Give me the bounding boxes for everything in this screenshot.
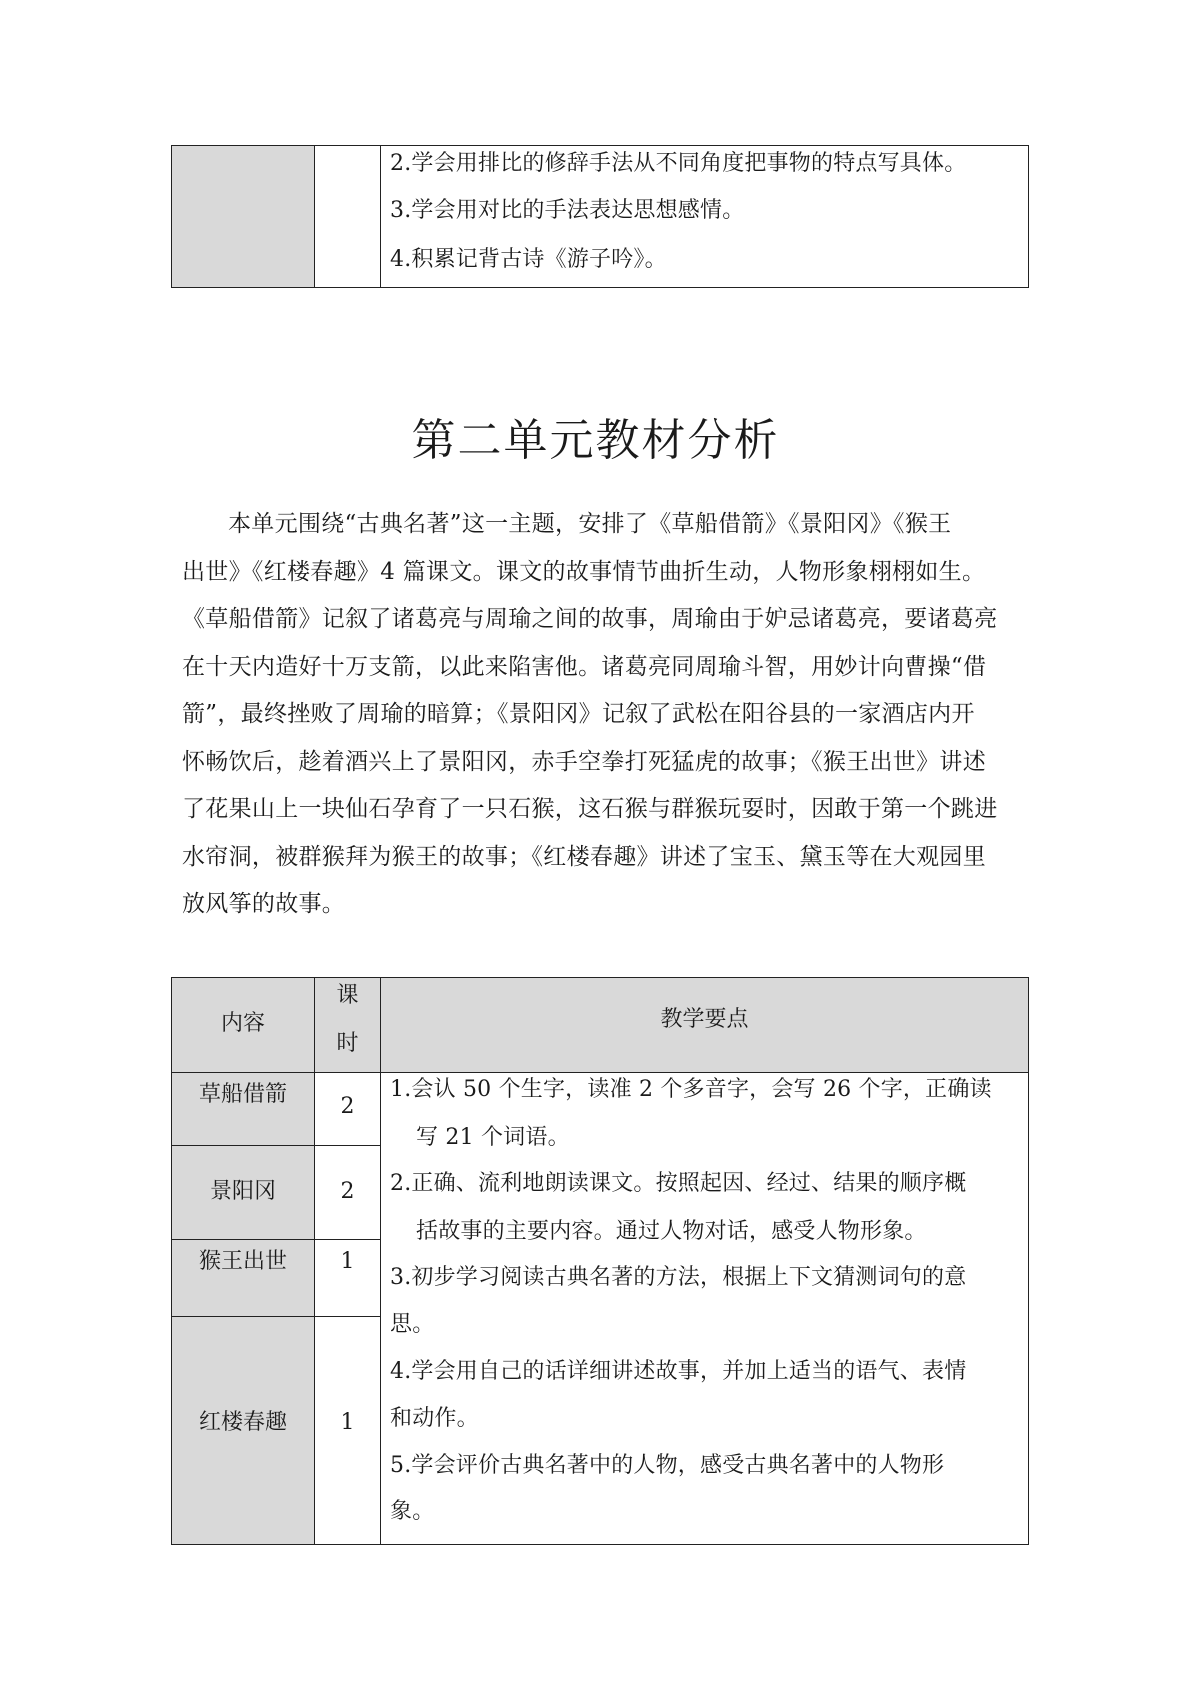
row-name: 红楼春趣 [198,1410,287,1435]
point-line: 思。 [390,1312,435,1337]
row-name: 猴王出世 [198,1249,287,1274]
paragraph-line: 出世》《红楼春趣》4 篇课文。课文的故事情节曲折生动，人物形象栩栩如生。 [182,559,986,585]
row-name-cell [171,1239,315,1317]
row-name-cell [171,1145,315,1240]
row-hours: 1 [340,1410,355,1435]
row-hours-cell [314,1239,381,1317]
paragraph-line: 放风筝的故事。 [182,891,346,917]
point-line: 写 21 个词语。 [416,1125,570,1150]
row-name-cell [171,1072,315,1146]
row-name: 景阳冈 [209,1179,276,1204]
point-line: 5.学会评价古典名著中的人物，感受古典名著中的人物形 [390,1453,945,1478]
paragraph-line: 怀畅饮后，趁着酒兴上了景阳冈，赤手空拳打死猛虎的故事；《猴王出世》讲述 [182,749,986,775]
header-hours-cell [314,977,381,1073]
point-line: 括故事的主要内容。通过人物对话，感受人物形象。 [416,1219,927,1244]
paragraph-line: 在十天内造好十万支箭，以此来陷害他。诸葛亮同周瑜斗智，用妙计向曹操“借 [182,654,987,680]
paragraph-line: 箭”，最终挫败了周瑜的暗算；《景阳冈》记叙了武松在阳谷县的一家酒店内开 [182,701,975,727]
paragraph-line: 水帘洞，被群猴拜为猴王的故事；《红楼春趣》讲述了宝玉、黛玉等在大观园里 [182,844,986,870]
top-table-empty-content-cell [171,145,315,288]
top-table-point-3: 3.学会用对比的手法表达思想感情。 [390,198,745,223]
header-content-label: 内容 [220,1011,265,1036]
point-line: 3.初步学习阅读古典名著的方法，根据上下文猜测词句的意 [390,1265,967,1290]
header-points-cell [380,977,1029,1073]
paragraph-line: 了花果山上一块仙石孕育了一只石猴，这石猴与群猴玩耍时，因敢于第一个跳进 [182,796,998,822]
top-table-empty-hours-cell [314,145,381,288]
row-name-cell [171,1316,315,1545]
header-points-label: 教学要点 [660,1007,749,1032]
paragraph-line: 《草船借箭》记叙了诸葛亮与周瑜之间的故事，周瑜由于妒忌诸葛亮，要诸葛亮 [182,606,998,632]
top-table-point-2: 2.学会用排比的修辞手法从不同角度把事物的特点写具体。 [390,151,967,176]
row-hours: 1 [340,1249,355,1274]
row-hours-cell [314,1145,381,1240]
row-hours-cell [314,1072,381,1146]
section-title: 第二单元教材分析 [411,415,780,466]
top-table-point-4: 4.积累记背古诗《游子吟》。 [390,247,667,272]
header-hours-label-1: 课 [336,983,359,1008]
point-line: 4.学会用自己的话详细讲述故事，并加上适当的语气、表情 [390,1359,967,1384]
point-line: 2.正确、流利地朗读课文。按照起因、经过、结果的顺序概 [390,1171,967,1196]
row-hours: 2 [340,1179,355,1204]
row-hours-cell [314,1316,381,1545]
row-name: 草船借箭 [198,1082,287,1107]
point-line: 1.会认 50 个生字，读准 2 个多音字，会写 26 个字，正确读 [390,1077,992,1102]
point-line: 象。 [390,1499,435,1524]
header-hours-label-2: 时 [336,1031,359,1056]
paragraph-line: 本单元围绕“古典名著”这一主题，安排了《草船借箭》《景阳冈》《猴王 [228,511,952,537]
row-hours: 2 [340,1094,355,1119]
header-content-cell [171,977,315,1073]
point-line: 和动作。 [390,1406,479,1431]
